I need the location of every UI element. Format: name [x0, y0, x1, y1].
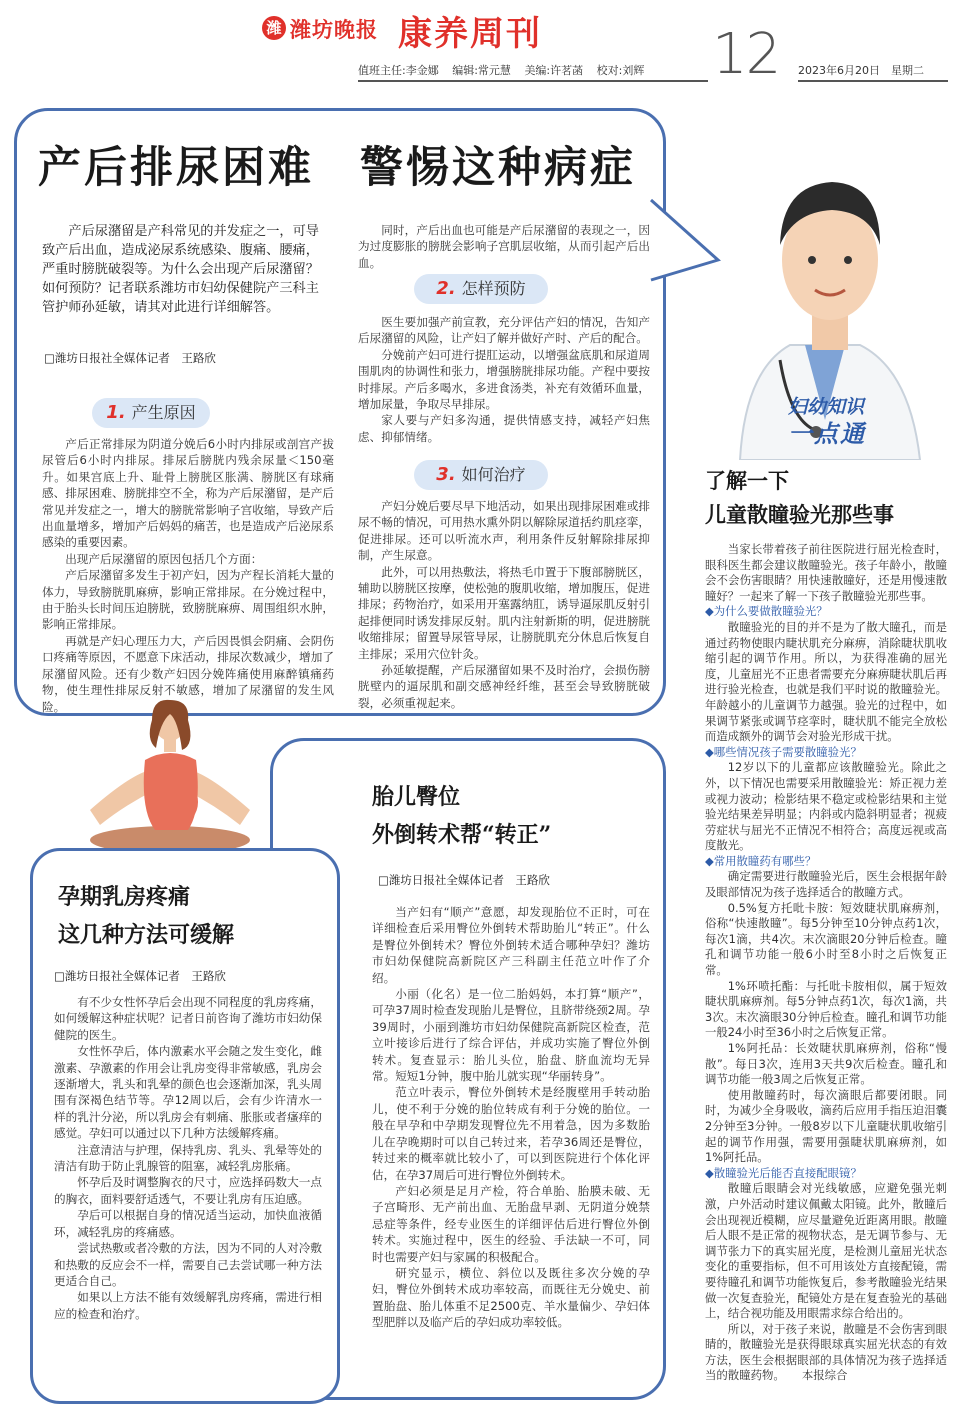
header-divider	[798, 80, 948, 82]
title-line: 孕期乳房疼痛	[58, 884, 191, 910]
fetal-article-title	[372, 778, 551, 854]
section-title: 产生原因	[131, 403, 196, 422]
title-line: 儿童散瞳验光那些事	[705, 502, 894, 527]
paragraph: 产妇必须是足月产检，符合单胎、胎膜未破、无子宫畸形、无产前出血、无胎盘早剥、无阴道分娩禁忌症等条件，经专业医生的详细评估后进行臀位外倒转术。实施过程中，医生的经验、手法缺一不可，同时也需要产妇与家属的积极配合。	[372, 1183, 650, 1264]
section-heading-causes	[92, 398, 210, 428]
title-line: 胎儿臀位	[372, 784, 461, 810]
paragraph: 当家长带着孩子前往医院进行屈光检查时，眼科医生都会建议散瞳验光。孩子年龄小，散瞳会不会伤害眼睛？用快速散瞳好，还是用慢速散瞳好？一起来了解一下孩子散瞳验光那些事。	[705, 542, 947, 603]
paragraph: 产妇分娩后要尽早下地活动，如果出现排尿困难或排尿不畅的情况，可用热水熏外阴以解除尿道括约肌痉挛，促进排尿。还可以听流水声，利用条件反射解除排尿抑制，产生尿意。	[358, 499, 650, 563]
main-intro	[42, 222, 332, 317]
section-heading-treatment	[414, 460, 548, 490]
right-article-body	[705, 542, 947, 1384]
paragraph: 1%阿托品：长效睫状肌麻痹剂，俗称“慢散”。每日3次，连用3天共9次后检查。瞳孔和调节功能一般3周之后恢复正常。	[705, 1041, 947, 1087]
section-name: 康养周刊	[398, 14, 542, 54]
title-line: 外倒转术帮“转正”	[372, 822, 552, 848]
header-divider	[358, 80, 708, 82]
section-number: 1.	[106, 402, 126, 423]
credit-item: 值班主任:李金娜	[358, 64, 439, 77]
paragraph: 散瞳验光的目的并不是为了散大瞳孔，而是通过药物使眼内睫状肌充分麻痹，消除睫状肌收缩引起的调节作用。所以，为获得准确的屈光度，儿童屈光不正患者需要充分麻痹睫状肌后再进行验光检查，也就是我们平时说的散瞳验光。年龄越小的儿童调节力越强。验光的过程中，如果调节紧张或调节痉挛时，睫状肌不能完全放松而造成额外的调节会对验光形成干扰。	[705, 619, 947, 744]
paragraph: 范立叶表示，臀位外倒转术是经腹壁用手转动胎儿，使不利于分娩的胎位转成有利于分娩的胎位。一般在早孕和中孕期发现臀位先不用着急，因为多数胎儿在孕晚期时可以自己转过来，若孕36周还是臀位，转过来的概率就比较小了，可以到医院进行个体化评估，在孕37周后可进行臀位外倒转术。	[372, 1085, 650, 1182]
right-article-title	[705, 464, 935, 532]
question-heading: ◆为什么要做散瞳验光？	[705, 604, 828, 619]
section-heading-prevention	[414, 274, 548, 304]
paragraph: 女性怀孕后，体内激素水平会随之发生变化，雌激素、孕激素的作用会让乳房变得非常敏感，乳房会逐渐增大，乳头和乳晕的颜色也会逐渐加深，乳头周围有深褐色结节等。孕12周以后，会有少许清水一样的乳汁分泌，所以乳房会有刺痛、胀胀或者瘙痒的感觉。孕妇可以通过以下几种方法缓解疼痛。	[54, 1044, 322, 1141]
paragraph: 孕后可以根据自身的情况适当运动，加快血液循环，减轻乳房的疼痛感。	[54, 1208, 322, 1239]
causes-text	[42, 436, 334, 715]
paragraph: 散瞳后眼睛会对光线敏感，应避免强光刺激，户外活动时建议佩戴太阳镜。此外，散瞳后会出现视近模糊，应尽量避免近距离用眼。散瞳后人眼不是正常的视物状态，是无调节参与、无调节张力下的真实屈光度，是检测儿童屈光状态变化的重要指标，但不可用该处方直接配镜，需要待瞳孔和调节功能恢复后，参考散瞳验光结果做一次复查验光，配镜处方是在复查验光的基础上，结合视功能及用眼需求综合给出的。	[705, 1181, 947, 1321]
main-byline: □潍坊日报社全媒体记者 王路欣	[44, 351, 216, 365]
credit-item: 编辑:常元慧	[452, 64, 511, 77]
paragraph: 注意清洁与护理，保持乳房、乳头、乳晕等处的清洁有助于防止乳腺管的阻塞，减轻乳房胀痛。	[54, 1142, 322, 1174]
paragraph: 使用散瞳药时，每次滴眼后都要闭眼。同时，为减少全身吸收，滴药后应用手指压迫泪囊2分钟至3分钟。一般8岁以下儿童睫状肌收缩引起的调节作用强，需要用强睫状肌麻痹剂，如1%阿托品。	[705, 1087, 947, 1165]
question-heading: ◆常用散瞳药有哪些？	[705, 853, 817, 868]
paragraph: 孙延敏提醒，产后尿潴留如果不及时治疗，会损伤膀胱壁内的逼尿肌和副交感神经纤维，甚至会导致膀胱破裂，必须重视起来。	[358, 663, 650, 710]
newspaper-logo-icon: 潍	[262, 16, 286, 40]
prevention-text	[358, 314, 650, 445]
paragraph: 尝试热敷或者冷敷的方法，因为不同的人对冷敷和热敷的反应会不一样，需要自己去尝试哪一种方法更适合自己。	[54, 1241, 322, 1288]
paragraph: 产后正常排尿为阴道分娩后6小时内排尿或剖宫产拔尿管后6小时内排尿。排尿后膀胱内残余尿量＜150毫升。如果宫底上升、耻骨上膀胱区胀满、膀胱区有球痛感、排尿困难、膀胱排空不全，称为产后尿潴留，是产后常见并发症之一，增大的膀胱常影响子宫收缩，导致产后出血量增多，增加产后妈妈的痛苦，也是造成产后泌尿系感染的重要因素。	[42, 437, 334, 550]
question-heading: ◆散瞳验光后能否直接配眼镜？	[705, 1165, 862, 1180]
paragraph: 1%环喷托酯：与托吡卡胺相似，属于短效睫状肌麻痹剂。每5分钟点药1次，每次1滴，共3次。末次滴眼30分钟后检查。瞳孔和调节功能一般24小时至36小时之后恢复正常。	[705, 978, 947, 1040]
paragraph: 12岁以下的儿童都应该散瞳验光。除此之外，以下情况也需要采用散瞳验光：矫正视力差或视力波动；检影结果不稳定或检影结果和主觉验光结果差异明显；内斜或内隐斜明显者；视疲劳症状与屈光不正情况不相符合；高度远视或高度散光。	[705, 760, 947, 853]
section-title: 如何治疗	[461, 465, 526, 484]
paragraph: 分娩前产妇可进行提肛运动，以增强盆底肌和尿道周围肌肉的协调性和张力，增强膀胱排尿功能。产程中要按时排尿。产后多喝水，多进食汤类，补充有效循环血量，增加尿量，争取尽早排尿。	[358, 347, 650, 412]
column-badge-line1: 妇幼知识	[788, 396, 865, 418]
section-number: 2.	[436, 278, 456, 299]
title-line: 了解一下	[705, 468, 789, 493]
paragraph: 出现产后尿潴留的原因包括几个方面：	[65, 551, 263, 566]
paragraph: 当产妇有“顺产”意愿，却发现胎位不正时，可在详细检查后采用臀位外倒转术帮助胎儿“转正”。什么是臀位外倒转术？臀位外倒转术适合哪种孕妇？潍坊市妇幼保健院高新院区产三科副主任范立叶作了介绍。	[372, 905, 650, 985]
masthead	[262, 6, 592, 54]
credit-item: 美编:许茗菡	[524, 64, 584, 77]
paper-name: 潍坊晚报	[290, 17, 378, 42]
col2-top-text	[358, 222, 650, 271]
paragraph: 所以，对于孩子来说，散瞳是不会伤害到眼睛的，散瞳验光是获得眼球真实屈光状态的有效方法，医生会根据眼部的具体情况为孩子选择适当的散瞳药物。 本报综合	[705, 1321, 947, 1383]
paragraph: 0.5%复方托吡卡胺：短效睫状肌麻痹剂，俗称“快速散瞳”。每5分钟至10分钟点药1次，每次1滴，共4次。末次滴眼20分钟后检查。瞳孔和调节功能一般6小时至8小时之后恢复正常。	[705, 900, 947, 978]
paragraph: 再就是产妇心理压力大，产后因畏惧会阴痛、会阴伤口疼痛等原因，不愿意下床活动，排尿次数减少，增加了尿潴留风险。还有少数产妇因分娩阵痛使用麻醉镇痛药物，使生理性排尿反射不敏感，增加了尿潴留的发生风险。	[42, 633, 334, 714]
speech-bubble-tail	[648, 190, 728, 310]
treatment-text	[358, 498, 650, 711]
intro-paragraph: 产后尿潴留是产科常见的并发症之一，可导致产后出血，造成泌尿系统感染、腹痛、腰痛，严重时膀胱破裂等。为什么会出现产后尿潴留？如何预防？记者联系潍坊市妇幼保健院产三科主管护师孙延敏，请其对此进行详细解答。	[42, 224, 319, 315]
paragraph: 怀孕后及时调整胸衣的尺寸，应选择码数大一点的胸衣，面料要舒适透气，不要让乳房有压迫感。	[54, 1175, 322, 1206]
pregnancy-article-title	[58, 878, 234, 954]
page-number: 12	[712, 22, 780, 87]
fetal-article-body	[372, 904, 650, 1331]
pregnant-woman-yoga-illustration	[70, 690, 270, 860]
section-number: 3.	[436, 464, 456, 485]
paragraph: 如果以上方法不能有效缓解乳房疼痛，需进行相应的检查和治疗。	[54, 1290, 322, 1321]
paragraph: 产后尿潴留多发生于初产妇，因为产程长消耗大量的体力，导致膀胱肌麻痹，影响正常排尿。在分娩过程中，由于胎头长时间压迫膀胱，致膀胱麻痹、周围组织水肿，影响正常排尿。	[42, 568, 334, 632]
pregnancy-article-body	[54, 994, 322, 1322]
paragraph: 同时，产后出血也可能是产后尿潴留的表现之一，因为过度膨胀的膀胱会影响子宫肌层收缩，从而引起产后出血。	[358, 223, 650, 270]
pregnancy-byline: □潍坊日报社全媒体记者 王路欣	[54, 969, 226, 983]
paragraph: 研究显示，横位、斜位以及既往多次分娩的孕妇，臀位外倒转术成功率较高，而既往无分娩史、前置胎盘、胎儿体重不足2500克、羊水量偏少、孕妇体型肥胖以及临产后的孕妇成功率较低。	[372, 1265, 650, 1330]
paragraph: 小丽（化名）是一位二胎妈妈，本打算“顺产”，可孕37周时检查发现胎儿是臀位，且脐带绕颈2周。孕39周时，小丽到潍坊市妇幼保健院高新院区检查，范立叶接诊后进行了综合评估，并成功实施了臀位外倒转术。复查显示：胎儿头位，胎盘、脐血流均无异常。短短1分钟，腹中胎儿就实现“华丽转身”。	[372, 987, 650, 1084]
credit-item: 校对:刘辉	[596, 64, 645, 77]
section-title: 怎样预防	[461, 279, 526, 298]
question-heading: ◆哪些情况孩子需要散瞳验光？	[705, 744, 862, 759]
main-headline: 产后排尿困难 警惕这种病症	[38, 143, 636, 193]
issue-date: 2023年6月20日 星期二	[798, 64, 924, 77]
paragraph: 家人要与产妇多沟通，提供情感支持，减轻产妇焦虑、抑郁情绪。	[358, 413, 650, 444]
column-badge-line2: 一点通	[788, 420, 866, 448]
editor-credits	[358, 62, 654, 78]
title-line: 这几种方法可缓解	[58, 922, 235, 948]
paragraph: 确定需要进行散瞳验光后，医生会根据年龄及眼部情况为孩子选择适合的散瞳方式。	[705, 869, 947, 900]
paragraph: 医生要加强产前宣教，充分评估产妇的情况，告知产后尿潴留的风险，让产妇了解并做好产时、产后的配合。	[358, 315, 650, 346]
fetal-byline: □潍坊日报社全媒体记者 王路欣	[378, 873, 550, 887]
paragraph: 此外，可以用热敷法，将热毛巾置于下腹部膀胱区，辅助以膀胱区按摩，使松弛的腹肌收缩，增加腹压，促进排尿；药物治疗，如采用开塞露纳肛，诱导逼尿肌反射引起排便同时诱发排尿反射。肌内注射新斯的明，促进膀胱收缩排尿；留置导尿管导尿，让膀胱肌充分休息后恢复自主排尿；采用穴位针灸。	[358, 564, 650, 661]
paragraph: 有不少女性怀孕后会出现不同程度的乳房疼痛，如何缓解这种症状呢？记者日前咨询了潍坊市妇幼保健院的医生。	[54, 995, 322, 1042]
